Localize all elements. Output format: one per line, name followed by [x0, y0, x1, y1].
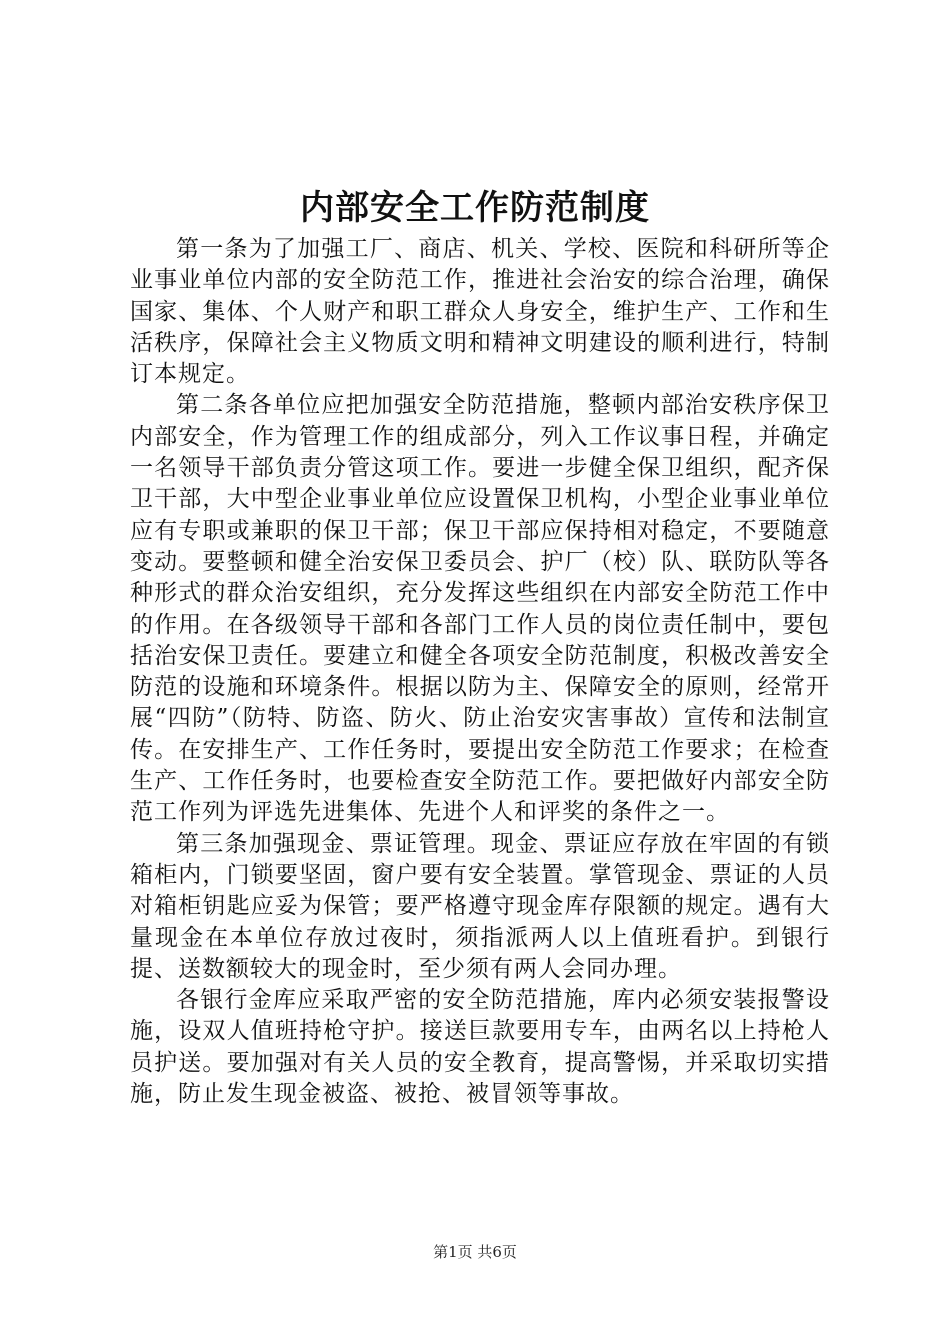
document-title: 内部安全工作防范制度 [300, 188, 650, 228]
paragraph-bank-vault: 各银行金库应采取严密的安全防范措施，库内必须安装报警设施，设双人值班持枪守护。接送巨款要用专车，由两名以上持枪人员护送。要加强对有关人员的安全教育，提高警惕，并采取切实措施，防止发生现金被盗、被抢、被冒领等事故。 [130, 987, 830, 1108]
page-footer: 第1页 共6页 [433, 1243, 517, 1261]
paragraph-article-2: 第二条各单位应把加强安全防范措施，整顿内部治安秩序保卫内部安全，作为管理工作的组成部分，列入工作议事日程，并确定一名领导干部负责分管这项工作。要进一步健全保卫组织，配齐保卫干部，大中型企业事业单位应设置保卫机构，小型企业事业单位应有专职或兼职的保卫干部；保卫干部应保持相对稳定，不要随意变动。要整顿和健全治安保卫委员会、护厂（校）队、联防队等各种形式的群众治安组织，充分发挥这些组织在内部安全防范工作中的作用。在各级领导干部和各部门工作人员的岗位责任制中，要包括治安保卫责任。要建立和健全各项安全防范制度，积极改善安全防范的设施和环境条件。根据以防为主、保障安全的原则，经常开展“四防”（防特、防盗、防火、防止治安灾害事故）宣传和法制宣传。在安排生产、工作任务时，要提出安全防范工作要求；在检查生产、工作任务时，也要检查安全防范工作。要把做好内部安全防范工作列为评选先进集体、先进个人和评奖的条件之一。 [130, 392, 830, 826]
paragraph-article-3: 第三条加强现金、票证管理。现金、票证应存放在牢固的有锁箱柜内，门锁要坚固，窗户要有安全装置。掌管现金、票证的人员对箱柜钥匙应妥为保管；要严格遵守现金库存限额的规定。遇有大量现金在本单位存放过夜时，须指派两人以上值班看护。到银行提、送数额较大的现金时，至少须有两人会同办理。 [130, 830, 830, 982]
document-body [130, 234, 830, 1110]
paragraph-article-1: 第一条为了加强工厂、商店、机关、学校、医院和科研所等企业事业单位内部的安全防范工作，推进社会治安的综合治理，确保国家、集体、个人财产和职工群众人身安全，维护生产、工作和生活秩序，保障社会主义物质文明和精神文明建设的顺利进行，特制订本规定。 [130, 236, 830, 388]
